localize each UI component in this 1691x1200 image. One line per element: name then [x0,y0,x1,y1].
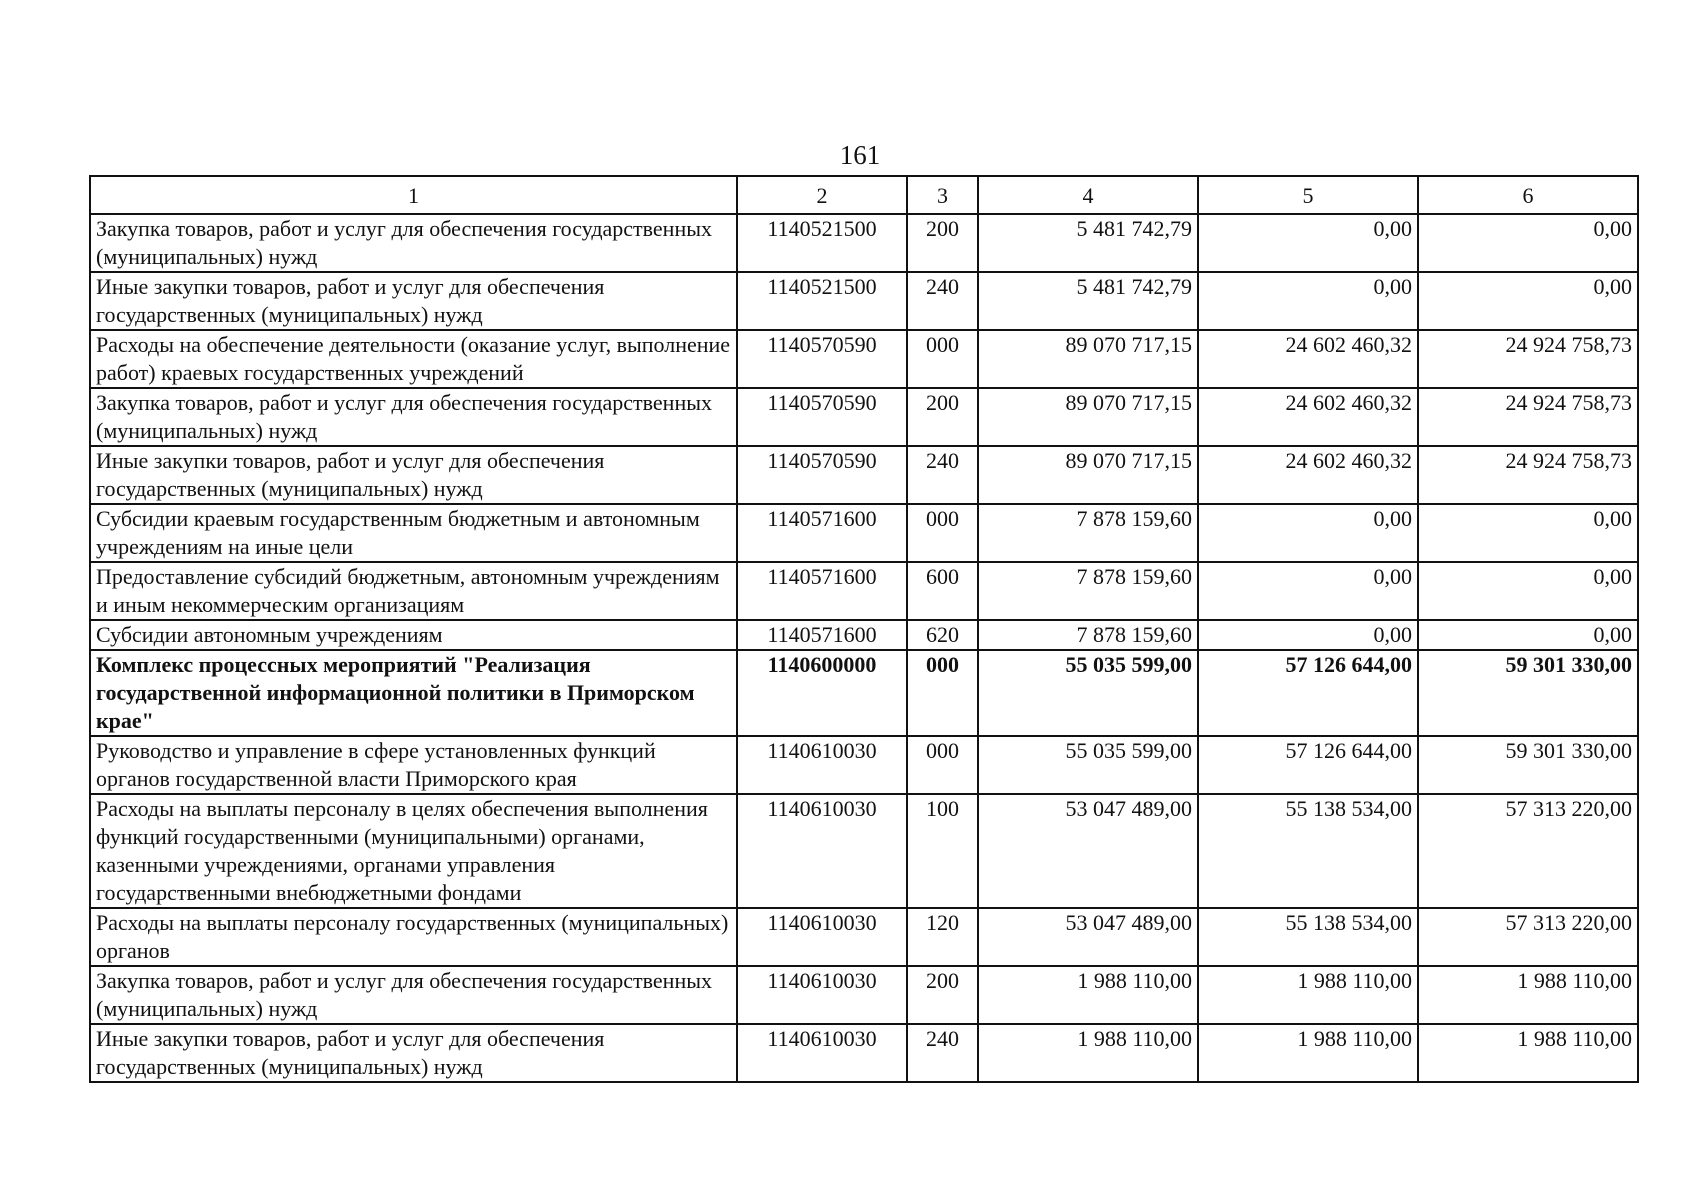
row-type-cell: 240 [907,446,978,504]
table-row [90,214,1638,272]
row-value-cell: 89 070 717,15 [978,330,1198,388]
row-type-cell: 600 [907,562,978,620]
row-name-cell: Субсидии краевым государственным бюджетным и автономным учреждениям на иные цели [90,504,737,562]
row-code-cell: 1140610030 [737,736,907,794]
row-value-cell: 0,00 [1418,620,1638,650]
row-value-cell: 0,00 [1198,562,1418,620]
row-value-cell: 0,00 [1198,504,1418,562]
table-row [90,446,1638,504]
table-row [90,794,1638,908]
table-row [90,736,1638,794]
row-type-cell: 620 [907,620,978,650]
row-value-cell: 0,00 [1418,272,1638,330]
row-name-cell: Иные закупки товаров, работ и услуг для обеспечения государственных (муниципальных) нужд [90,446,737,504]
row-value-cell: 5 481 742,79 [978,272,1198,330]
table-row [90,330,1638,388]
row-value-cell: 59 301 330,00 [1418,650,1638,736]
column-header: 3 [907,176,978,214]
column-header: 2 [737,176,907,214]
row-value-cell: 55 138 534,00 [1198,908,1418,966]
row-value-cell: 0,00 [1418,562,1638,620]
row-name-cell: Расходы на выплаты персоналу государственных (муниципальных) органов [90,908,737,966]
row-type-cell: 000 [907,650,978,736]
row-code-cell: 1140570590 [737,388,907,446]
column-header: 4 [978,176,1198,214]
row-value-cell: 1 988 110,00 [978,966,1198,1024]
row-value-cell: 0,00 [1418,504,1638,562]
row-name-cell: Руководство и управление в сфере установленных функций органов государственной власти Приморского края [90,736,737,794]
row-type-cell: 000 [907,736,978,794]
row-type-cell: 120 [907,908,978,966]
table-row [90,272,1638,330]
row-value-cell: 57 313 220,00 [1418,908,1638,966]
row-code-cell: 1140571600 [737,504,907,562]
table-row [90,1024,1638,1082]
row-code-cell: 1140600000 [737,650,907,736]
row-name-cell: Расходы на обеспечение деятельности (оказание услуг, выполнение работ) краевых государственных учреждений [90,330,737,388]
table-row [90,620,1638,650]
table-row [90,966,1638,1024]
row-type-cell: 000 [907,330,978,388]
table-row [90,562,1638,620]
row-value-cell: 55 035 599,00 [978,650,1198,736]
row-value-cell: 53 047 489,00 [978,794,1198,908]
row-value-cell: 24 602 460,32 [1198,388,1418,446]
row-code-cell: 1140610030 [737,908,907,966]
row-code-cell: 1140571600 [737,562,907,620]
row-name-cell: Закупка товаров, работ и услуг для обеспечения государственных (муниципальных) нужд [90,966,737,1024]
row-name-cell: Иные закупки товаров, работ и услуг для обеспечения государственных (муниципальных) нужд [90,1024,737,1082]
page-number: 161 [839,140,881,170]
table-header-row [90,176,1638,214]
row-code-cell: 1140610030 [737,966,907,1024]
row-code-cell: 1140570590 [737,330,907,388]
row-name-cell: Закупка товаров, работ и услуг для обеспечения государственных (муниципальных) нужд [90,388,737,446]
row-code-cell: 1140521500 [737,214,907,272]
row-value-cell: 57 126 644,00 [1198,736,1418,794]
row-value-cell: 24 924 758,73 [1418,388,1638,446]
row-value-cell: 55 035 599,00 [978,736,1198,794]
row-type-cell: 000 [907,504,978,562]
column-header: 5 [1198,176,1418,214]
row-value-cell: 24 924 758,73 [1418,330,1638,388]
row-value-cell: 5 481 742,79 [978,214,1198,272]
row-value-cell: 1 988 110,00 [978,1024,1198,1082]
row-value-cell: 7 878 159,60 [978,562,1198,620]
row-value-cell: 1 988 110,00 [1418,1024,1638,1082]
row-type-cell: 200 [907,388,978,446]
row-value-cell: 55 138 534,00 [1198,794,1418,908]
row-name-cell: Комплекс процессных мероприятий "Реализация государственной информационной политики в Приморском крае" [90,650,737,736]
table-row [90,504,1638,562]
row-code-cell: 1140521500 [737,272,907,330]
row-value-cell: 59 301 330,00 [1418,736,1638,794]
column-header: 1 [90,176,737,214]
row-code-cell: 1140571600 [737,620,907,650]
row-value-cell: 89 070 717,15 [978,388,1198,446]
budget-table [89,175,1639,1083]
row-value-cell: 24 602 460,32 [1198,330,1418,388]
row-value-cell: 24 602 460,32 [1198,446,1418,504]
table-row [90,388,1638,446]
row-type-cell: 200 [907,966,978,1024]
row-value-cell: 7 878 159,60 [978,620,1198,650]
row-type-cell: 200 [907,214,978,272]
row-name-cell: Иные закупки товаров, работ и услуг для обеспечения государственных (муниципальных) нужд [90,272,737,330]
row-value-cell: 89 070 717,15 [978,446,1198,504]
table-row [90,908,1638,966]
table-row [90,650,1638,736]
row-type-cell: 240 [907,272,978,330]
row-value-cell: 0,00 [1198,214,1418,272]
row-type-cell: 100 [907,794,978,908]
row-value-cell: 53 047 489,00 [978,908,1198,966]
row-name-cell: Закупка товаров, работ и услуг для обеспечения государственных (муниципальных) нужд [90,214,737,272]
row-name-cell: Субсидии автономным учреждениям [90,620,737,650]
row-name-cell: Предоставление субсидий бюджетным, автономным учреждениям и иным некоммерческим организациям [90,562,737,620]
row-value-cell: 7 878 159,60 [978,504,1198,562]
row-type-cell: 240 [907,1024,978,1082]
row-code-cell: 1140570590 [737,446,907,504]
column-header: 6 [1418,176,1638,214]
row-value-cell: 1 988 110,00 [1198,1024,1418,1082]
row-value-cell: 0,00 [1418,214,1638,272]
row-value-cell: 0,00 [1198,620,1418,650]
row-value-cell: 1 988 110,00 [1198,966,1418,1024]
row-value-cell: 1 988 110,00 [1418,966,1638,1024]
row-name-cell: Расходы на выплаты персоналу в целях обеспечения выполнения функций государственными (муниципальными) органами, казенными учреждениями, органами управления государственными внебюджетными фондами [90,794,737,908]
row-value-cell: 24 924 758,73 [1418,446,1638,504]
row-value-cell: 57 126 644,00 [1198,650,1418,736]
row-value-cell: 0,00 [1198,272,1418,330]
row-code-cell: 1140610030 [737,1024,907,1082]
row-code-cell: 1140610030 [737,794,907,908]
row-value-cell: 57 313 220,00 [1418,794,1638,908]
